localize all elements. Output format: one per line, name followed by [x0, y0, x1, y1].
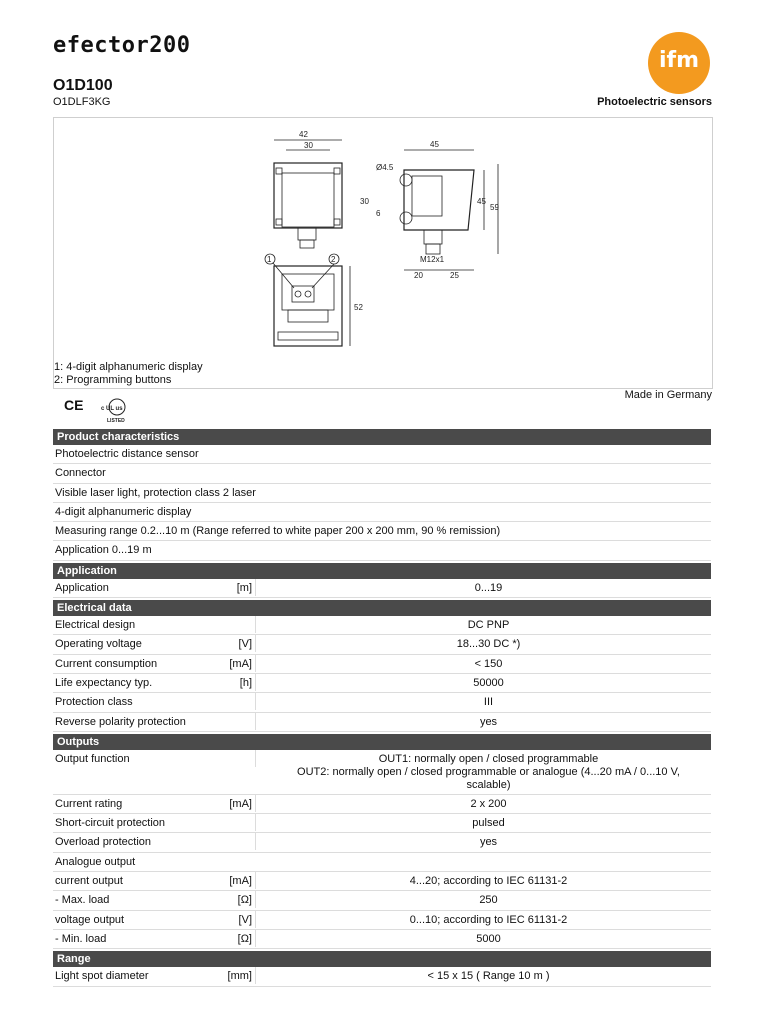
- row-label: 4-digit alphanumeric display: [55, 505, 192, 518]
- section-header-application: Application: [53, 563, 711, 579]
- specifications-table: [53, 427, 711, 987]
- row-label: [53, 655, 256, 672]
- table-row: [53, 655, 711, 674]
- value-line: scalable): [466, 778, 511, 791]
- value-line: OUT1: normally open / closed programmable: [378, 752, 599, 765]
- row-label: Application 0...19 m: [55, 544, 152, 557]
- ul-mark-text: c UL us: [101, 406, 123, 412]
- table-row: [53, 872, 711, 891]
- table-row-analogue-output: [53, 853, 711, 872]
- row-value: yes: [479, 836, 498, 849]
- logo-text: ifm: [658, 48, 700, 73]
- table-row: [53, 713, 711, 732]
- dim-dia-4-5: Ø4.5: [376, 163, 394, 172]
- row-label: [53, 930, 256, 947]
- section-header-range: Range: [53, 951, 711, 967]
- unit-text: [Ω]: [237, 894, 252, 907]
- ul-listed-mark: [98, 397, 136, 423]
- unit-text: [252, 836, 255, 848]
- table-row: [53, 579, 711, 598]
- row-value: DC PNP: [467, 619, 510, 632]
- label-text: Light spot diameter: [55, 970, 149, 983]
- unit-text: [V]: [238, 913, 252, 926]
- dim-45-top: 45: [430, 140, 439, 149]
- unit-text: [mm]: [227, 970, 252, 983]
- row-value: 4...20; according to IEC 61131-2: [409, 875, 568, 888]
- dim-30-top: 30: [304, 141, 313, 150]
- label-text: - Min. load: [55, 932, 107, 945]
- label-text: Protection class: [55, 696, 133, 709]
- row-value: [256, 750, 711, 794]
- unit-text: [m]: [236, 581, 252, 594]
- row-value: 250: [479, 894, 498, 907]
- row-value: 5000: [476, 932, 501, 945]
- row-label: [53, 911, 256, 928]
- table-row: [53, 833, 711, 852]
- table-row: [53, 930, 711, 949]
- dim-20: 20: [414, 271, 423, 280]
- table-row: [53, 635, 711, 654]
- table-row: [53, 795, 711, 814]
- table-row: [53, 616, 711, 635]
- row-value: 0...10; according to IEC 61131-2: [409, 913, 568, 926]
- dim-25: 25: [450, 271, 459, 280]
- label-text: Application: [55, 581, 109, 594]
- row-label: [53, 891, 256, 908]
- unit-text: [252, 716, 255, 728]
- row-label: Visible laser light, protection class 2 laser: [55, 486, 256, 499]
- unit-text: [h]: [239, 676, 252, 689]
- section-header-product-characteristics: Product characteristics: [53, 429, 711, 445]
- table-row: [53, 814, 711, 833]
- dimension-drawing: [53, 117, 713, 389]
- dim-59: 59: [490, 203, 499, 212]
- product-code: O1D100: [53, 77, 113, 94]
- label-text: Current consumption: [55, 657, 158, 670]
- callout-2: 2: [331, 255, 336, 264]
- row-value: < 15 x 15 ( Range 10 m ): [427, 970, 550, 983]
- label-text: current output: [55, 875, 123, 888]
- product-category: Photoelectric sensors: [597, 96, 712, 108]
- brand-wordmark: efector200: [53, 33, 191, 58]
- label-text: Operating voltage: [55, 638, 142, 651]
- label-text: Life expectancy typ.: [55, 676, 153, 689]
- unit-text: [V]: [238, 638, 252, 651]
- table-row: [53, 484, 711, 503]
- label-text: voltage output: [55, 913, 125, 926]
- table-row: [53, 693, 711, 712]
- drawing-legend: [54, 361, 203, 387]
- row-value: pulsed: [472, 817, 505, 830]
- label-text: Current rating: [55, 797, 123, 810]
- label-text: Short-circuit protection: [55, 817, 166, 830]
- ifm-logo: [648, 32, 710, 94]
- row-value: 0...19: [474, 581, 503, 594]
- dim-6: 6: [376, 209, 381, 218]
- ce-mark: CE: [64, 397, 84, 413]
- unit-text: [mA]: [229, 797, 252, 810]
- row-value: III: [483, 696, 494, 709]
- dim-m12: M12x1: [420, 255, 445, 264]
- row-label: [53, 967, 256, 984]
- dim-30-side: 30: [360, 197, 369, 206]
- table-row: [53, 891, 711, 910]
- row-label: [53, 814, 256, 831]
- row-label: [53, 750, 256, 767]
- row-label: [53, 674, 256, 691]
- row-label: [53, 833, 256, 850]
- dim-42: 42: [299, 130, 308, 139]
- table-row: [53, 674, 711, 693]
- row-value: 50000: [473, 676, 504, 689]
- row-value: 2 x 200: [470, 797, 507, 810]
- unit-text: [252, 619, 255, 631]
- section-header-outputs: Outputs: [53, 734, 711, 750]
- ul-listed-text: LISTED: [107, 418, 125, 423]
- table-row-output-function: [53, 750, 711, 795]
- row-label: [53, 713, 256, 730]
- row-value: < 150: [474, 657, 503, 670]
- label-text: Overload protection: [55, 836, 151, 849]
- unit-text: [mA]: [229, 875, 252, 888]
- row-label: Analogue output: [55, 855, 136, 868]
- label-text: Reverse polarity protection: [55, 715, 186, 728]
- dim-45-side: 45: [477, 197, 486, 206]
- unit-text: [mA]: [229, 657, 252, 670]
- table-row: [53, 445, 711, 464]
- dim-52: 52: [354, 303, 363, 312]
- table-row: [53, 464, 711, 483]
- table-row: [53, 911, 711, 930]
- section-header-electrical-data: Electrical data: [53, 600, 711, 616]
- made-in-label: Made in Germany: [624, 389, 712, 401]
- legend-item-buttons: 2: Programming buttons: [54, 374, 172, 386]
- product-variant: O1DLF3KG: [53, 96, 111, 108]
- label-text: Output function: [55, 752, 130, 765]
- unit-text: [Ω]: [237, 932, 252, 945]
- row-label: [53, 635, 256, 652]
- row-label: [53, 693, 256, 710]
- row-label: Measuring range 0.2...10 m (Range referred to white paper 200 x 200 mm, 90 % remission): [55, 525, 501, 538]
- label-text: Electrical design: [55, 619, 136, 632]
- unit-text: [252, 817, 255, 829]
- row-label: [53, 616, 256, 633]
- table-row: [53, 541, 711, 560]
- value-line: OUT2: normally open / closed programmable or analogue (4...20 mA / 0...10 V,: [297, 765, 680, 778]
- row-label: Photoelectric distance sensor: [55, 448, 199, 460]
- row-label: [53, 872, 256, 889]
- row-value: yes: [479, 715, 498, 728]
- row-label: [53, 579, 256, 596]
- row-label: [53, 795, 256, 812]
- unit-text: [252, 696, 255, 708]
- table-row: [53, 503, 711, 522]
- table-row: [53, 522, 711, 541]
- table-row: [53, 967, 711, 986]
- label-text: - Max. load: [55, 894, 110, 907]
- callout-1: 1: [267, 255, 272, 264]
- row-label: Connector: [55, 467, 106, 480]
- legend-item-display: 1: 4-digit alphanumeric display: [54, 361, 203, 373]
- row-value: 18...30 DC *): [456, 638, 521, 651]
